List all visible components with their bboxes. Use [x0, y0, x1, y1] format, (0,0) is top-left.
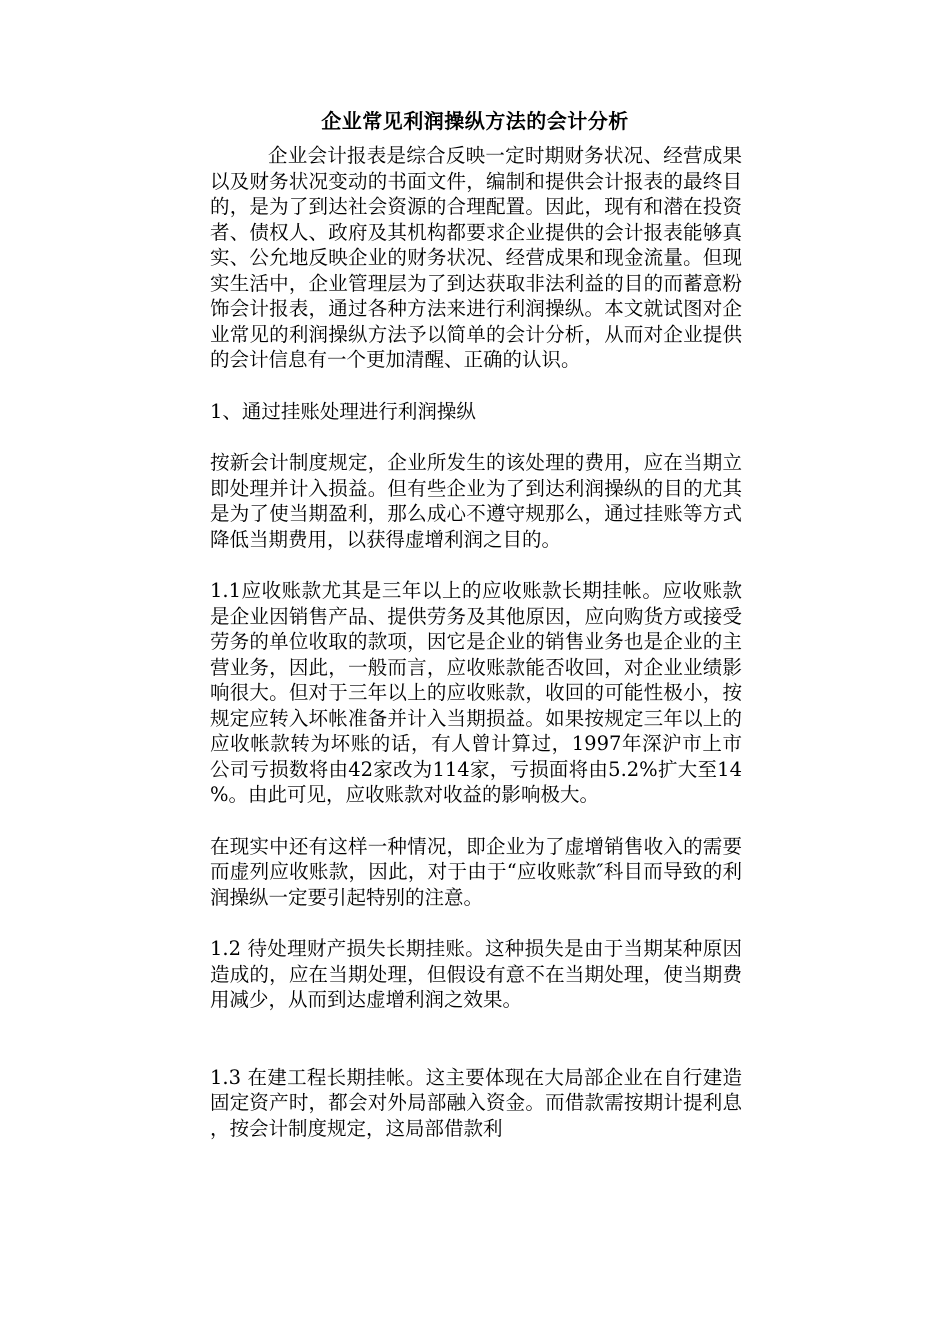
section-1-1-paragraph: 1.1应收账款尤其是三年以上的应收账款长期挂帐。应收账款是企业因销售产品、提供劳务及其他原因，应向购货方或接受劳务的单位收取的款项，因它是企业的销售业务也是企业的主营业务，因此，一般而言，应收账款能否收回，对企业业绩影响很大。但对于三年以上的应收账款，收回的可能性极小，按规定应转入坏帐准备并计入当期损益。如果按规定三年以上的应收帐款转为坏账的话，有人曾计算过，1997年深沪市上市公司亏损数将由42家改为114家，亏损面将由5.2%扩大至14%。由此可见，应收账款对收益的影响极大。	[210, 579, 742, 806]
document-title: 企业常见利润操纵方法的会计分析	[321, 109, 629, 134]
section-1-2-paragraph: 1.2 待处理财产损失长期挂账。这种损失是由于当期某种原因造成的，应在当期处理，但假设有意不在当期处理，使当期费用减少，从而到达虚增利润之效果。	[210, 937, 742, 1011]
section-1-paragraph: 按新会计制度规定，企业所发生的该处理的费用，应在当期立即处理并计入损益。但有些企业为了到达利润操纵的目的尤其是为了使当期盈利，那么成心不遵守规那么，通过挂账等方式降低当期费用，以获得虚增利润之目的。	[210, 451, 742, 551]
section-1-1-note-paragraph: 在现实中还有这样一种情况，即企业为了虚增销售收入的需要而虚列应收账款，因此，对于由于“应收账款″科目而导致的利润操纵一定要引起特别的注意。	[210, 834, 742, 909]
intro-paragraph: 企业会计报表是综合反映一定时期财务状况、经营成果以及财务状况变动的书面文件，编制和提供会计报表的最终目的，是为了到达社会资源的合理配置。因此，现有和潜在投资者、债权人、政府及其机构都要求企业提供的会计报表能够真实、公允地反映企业的财务状况、经营成果和现金流量。但现实生活中，企业管理层为了到达获取非法利益的目的而蓄意粉饰会计报表，通过各种方法来进行利润操纵。本文就试图对企业常见的利润操纵方法予以简单的会计分析，从而对企业提供的会计信息有一个更加清醒、正确的认识。	[210, 144, 742, 371]
document-body	[210, 143, 742, 1141]
section-heading-1: 1、通过挂账处理进行利润操纵	[210, 399, 476, 423]
section-1-3-paragraph: 1.3 在建工程长期挂帐。这主要体现在大局部企业在自行建造固定资产时，都会对外局部融入资金。而借款需按期计提利息，按会计制度规定，这局部借款利	[210, 1065, 742, 1140]
